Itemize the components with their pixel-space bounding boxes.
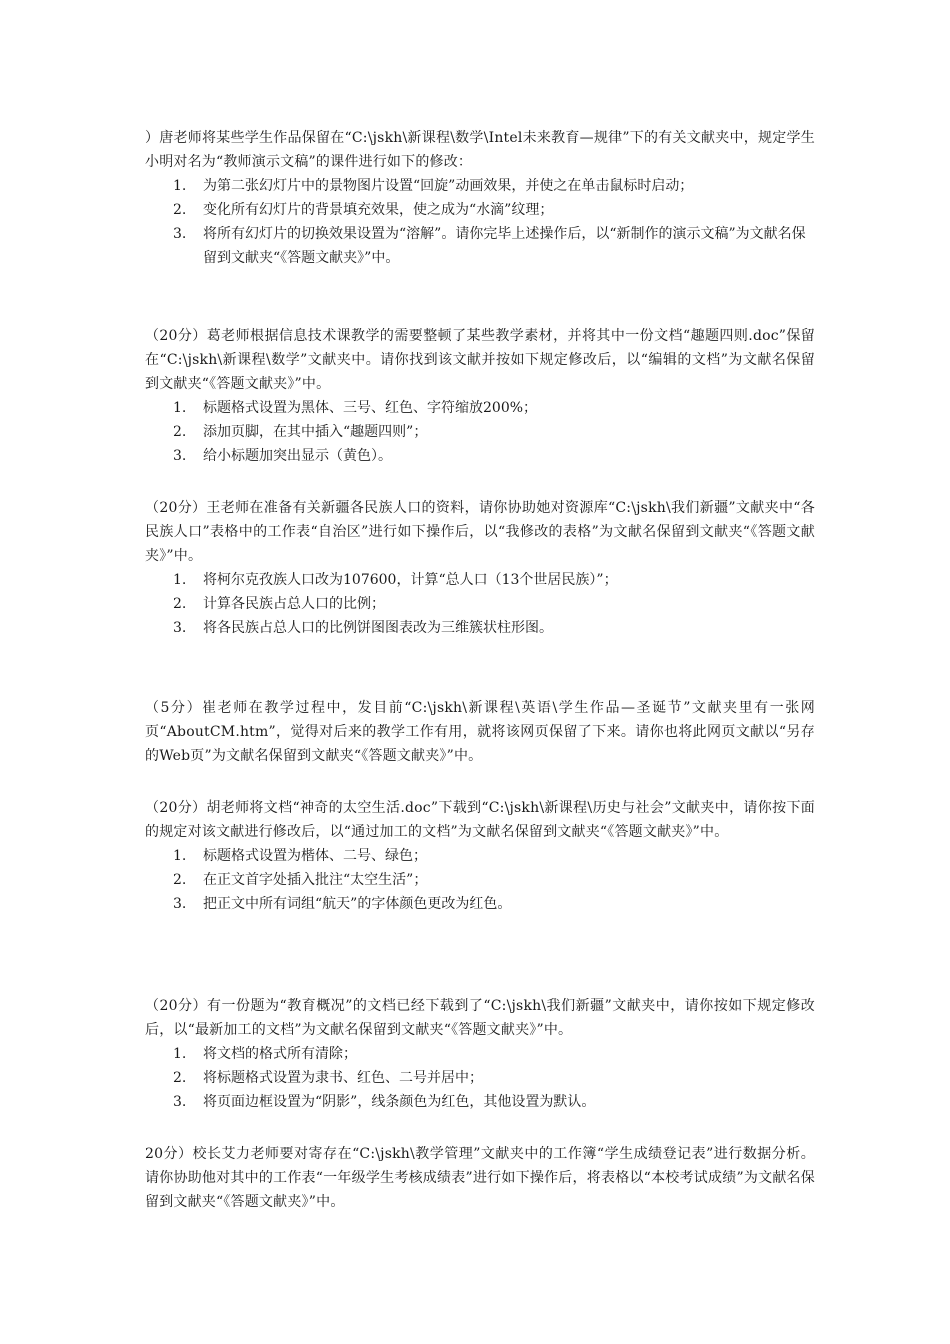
question-7 [145, 1142, 815, 1214]
list-item [145, 892, 815, 916]
list-item [145, 868, 815, 892]
item-number: 1. [173, 178, 187, 194]
question-1-list [145, 174, 815, 270]
item-text: 把正文中所有词组“航天”的字体颜色更改为红色。 [203, 896, 512, 912]
item-text: 计算各民族占总人口的比例； [203, 596, 385, 612]
question-6-list [145, 1042, 815, 1114]
list-item [145, 174, 815, 198]
question-2 [145, 324, 815, 468]
question-7-intro: 20分）校长艾力老师要对寄存在“C:\jskh\教学管理”文献夹中的工作簿“学生成绩登记表”进行数据分析。请你协助他对其中的工作表“一年级学生考核成绩表”进行如下操作后，将表格以“本校考试成绩”为文献名保留到文献夹“《答题文献夹》”中。 [145, 1146, 815, 1210]
list-item [145, 568, 815, 592]
item-number: 1. [173, 848, 187, 864]
item-number: 2. [173, 596, 187, 612]
item-number: 1. [173, 1046, 187, 1062]
question-3-list [145, 568, 815, 640]
item-number: 2. [173, 424, 187, 440]
list-item [145, 396, 815, 420]
item-number: 3. [173, 896, 187, 912]
item-text: 标题格式设置为黑体、三号、红色、字符缩放200%； [203, 400, 538, 416]
item-text: 将柯尔克孜族人口改为107600，计算“总人口（13个世居民族）”； [203, 572, 618, 588]
item-text: 为第二张幻灯片中的景物图片设置“回旋”动画效果，并使之在单击鼠标时启动； [203, 178, 694, 194]
question-3 [145, 496, 815, 640]
item-text: 在正文首字处插入批注“太空生活”； [203, 872, 428, 888]
list-item [145, 844, 815, 868]
item-number: 3. [173, 620, 187, 636]
item-text: 将标题格式设置为隶书、红色、二号并居中； [203, 1070, 483, 1086]
question-3-intro: （20分）王老师在准备有关新疆各民族人口的资料，请你协助她对资源库“C:\jskh\我们新疆”文献夹中“各民族人口”表格中的工作表“自治区”进行如下操作后，以“我修改的表格”为文献名保留到文献夹“《答题文献夹》”中。 [145, 500, 815, 564]
item-text: 将所有幻灯片的切换效果设置为“溶解”。请你完毕上述操作后，以“新制作的演示文稿”为文献名保留到文献夹“《答题文献夹》”中。 [203, 226, 806, 266]
question-1-intro: ）唐老师将某些学生作品保留在“C:\jskh\新课程\数学\Intel未来教育—规律”下的有关文献夹中，规定学生小明对名为“教师演示文稿”的课件进行如下的修改： [145, 130, 815, 170]
item-text: 将文档的格式所有清除； [203, 1046, 357, 1062]
list-item [145, 420, 815, 444]
item-text: 将各民族占总人口的比例饼图图表改为三维簇状柱形图。 [203, 620, 553, 636]
question-4 [145, 696, 815, 768]
question-4-intro: （5分）崔老师在教学过程中，发目前“C:\jskh\新课程\英语\学生作品—圣诞节”文献夹里有一张网页“AboutCM.htm”，觉得对后来的教学工作有用，就将该网页保留了下来。请你也将此网页文献以“另存的Web页”为文献名保留到文献夹“《答题文献夹》”中。 [145, 700, 815, 764]
item-text: 变化所有幻灯片的背景填充效果，使之成为“水滴”纹理； [203, 202, 554, 218]
item-text: 标题格式设置为楷体、二号、绿色； [203, 848, 427, 864]
item-text: 将页面边框设置为“阴影”，线条颜色为红色，其他设置为默认。 [203, 1094, 596, 1110]
question-1 [145, 126, 815, 270]
item-number: 2. [173, 1070, 187, 1086]
list-item [145, 1090, 815, 1114]
item-number: 2. [173, 872, 187, 888]
list-item [145, 592, 815, 616]
question-5-list [145, 844, 815, 916]
item-number: 2. [173, 202, 187, 218]
item-text: 添加页脚，在其中插入“趣题四则”； [203, 424, 428, 440]
list-item [145, 616, 815, 640]
list-item [145, 444, 815, 468]
item-number: 3. [173, 226, 187, 242]
question-6-intro: （20分）有一份题为“教育概况”的文档已经下载到了“C:\jskh\我们新疆”文献夹中，请你按如下规定修改后，以“最新加工的文档”为文献名保留到文献夹“《答题文献夹》”中。 [145, 998, 815, 1038]
list-item [145, 222, 815, 270]
list-item [145, 198, 815, 222]
question-2-list [145, 396, 815, 468]
list-item [145, 1066, 815, 1090]
question-6 [145, 994, 815, 1114]
item-number: 3. [173, 1094, 187, 1110]
list-item [145, 1042, 815, 1066]
question-2-intro: （20分）葛老师根据信息技术课教学的需要整顿了某些教学素材，并将其中一份文档“趣题四则.doc”保留在“C:\jskh\新课程\数学”文献夹中。请你找到该文献并按如下规定修改后，以“编辑的文档”为文献名保留到文献夹“《答题文献夹》”中。 [145, 328, 815, 392]
question-5 [145, 796, 815, 916]
item-number: 1. [173, 400, 187, 416]
item-number: 3. [173, 448, 187, 464]
item-text: 给小标题加突出显示（黄色）。 [203, 448, 392, 464]
item-number: 1. [173, 572, 187, 588]
question-5-intro: （20分）胡老师将文档“神奇的太空生活.doc”下载到“C:\jskh\新课程\历史与社会”文献夹中，请你按下面的规定对该文献进行修改后，以“通过加工的文档”为文献名保留到文献夹“《答题文献夹》”中。 [145, 800, 815, 840]
